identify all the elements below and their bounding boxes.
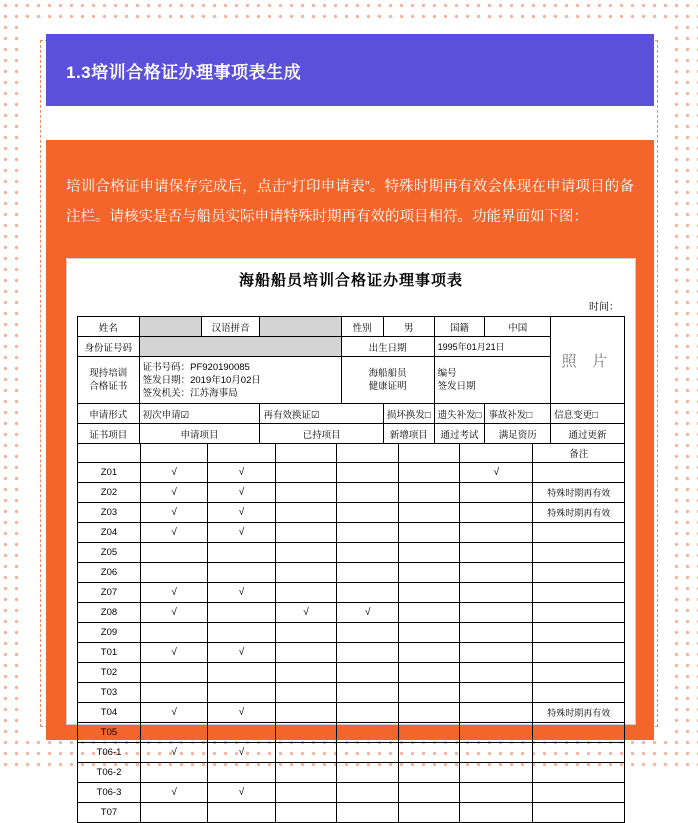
cell-apply: √: [140, 603, 207, 623]
cell-remark: 特殊时期再有效: [533, 703, 625, 723]
cell-remark: [533, 603, 625, 623]
cell-code: T06-1: [78, 743, 141, 763]
cell-new: [275, 683, 337, 703]
cell-remark: [533, 803, 625, 823]
table-row: [78, 503, 625, 523]
cell-renew: [460, 483, 533, 503]
cert-no-label: 证书号码：: [142, 361, 191, 373]
form-time-label: 时间：: [589, 302, 619, 313]
cell-held: √: [208, 643, 275, 663]
table-row: [78, 783, 625, 803]
cell-new: [275, 483, 337, 503]
cell-code: T04: [78, 703, 141, 723]
cell-held: [208, 723, 275, 743]
table-row: [78, 523, 625, 543]
cell-renew: [460, 683, 533, 703]
table-row: [78, 683, 625, 703]
cell-code: T07: [78, 803, 141, 823]
cell-code: T05: [78, 723, 141, 743]
subheader-exp: [399, 443, 460, 463]
label-gender: 性别: [341, 317, 383, 337]
cell-experience: [399, 663, 460, 683]
cell-apply: √: [140, 743, 207, 763]
value-birth-date: 1995年01月21日: [434, 337, 551, 357]
cell-new: √: [275, 603, 337, 623]
cell-experience: [399, 583, 460, 603]
cell-held: √: [208, 523, 275, 543]
cell-exam: [337, 543, 399, 563]
table-row: [78, 703, 625, 723]
cell-apply: [140, 663, 207, 683]
content-panel: [46, 140, 654, 818]
label-health-cert: 海船船员 健康证明: [341, 357, 434, 404]
cell-code: Z05: [78, 543, 141, 563]
cell-held: [208, 803, 275, 823]
label-apply-form: 申请形式: [78, 404, 140, 424]
cell-held: [208, 763, 275, 783]
cell-code: Z09: [78, 623, 141, 643]
cell-new: [275, 803, 337, 823]
cell-apply: √: [140, 783, 207, 803]
cell-code: T06-2: [78, 763, 141, 783]
header-remark: 备注: [533, 443, 625, 463]
form-screenshot: [66, 258, 636, 818]
cell-new: [275, 503, 337, 523]
cell-exam: [337, 623, 399, 643]
label-pinyin: 汉语拼音: [201, 317, 260, 337]
subheader-held: [208, 443, 275, 463]
cell-code: Z02: [78, 483, 141, 503]
cell-exam: √: [337, 603, 399, 623]
cell-renew: [460, 703, 533, 723]
cell-remark: [533, 463, 625, 483]
cell-experience: [399, 483, 460, 503]
cell-renew: [460, 543, 533, 563]
cell-renew: [460, 743, 533, 763]
cell-remark: [533, 683, 625, 703]
cell-renew: [460, 643, 533, 663]
header-cert-item: 证书项目: [78, 424, 140, 444]
apply-option-1[interactable]: 再有效换证☑: [260, 404, 383, 424]
value-name: [139, 317, 201, 337]
label-id-number: 身份证号码: [78, 337, 140, 357]
table-header-row: [78, 424, 625, 444]
table-row: [78, 643, 625, 663]
cell-code: T03: [78, 683, 141, 703]
cell-renew: [460, 523, 533, 543]
cell-new: [275, 523, 337, 543]
table-row: [78, 763, 625, 783]
issue-org-value: 江苏海事局: [190, 387, 238, 399]
cell-apply: √: [140, 483, 207, 503]
value-health-cert: [434, 357, 551, 404]
cell-code: T06-3: [78, 783, 141, 803]
cell-remark: [533, 743, 625, 763]
cell-apply: [140, 683, 207, 703]
cell-remark: [533, 663, 625, 683]
cell-code: Z04: [78, 523, 141, 543]
cell-renew: [460, 563, 533, 583]
subheader-apply: [140, 443, 207, 463]
certificate-form-table: [77, 316, 625, 444]
table-row: [78, 357, 625, 404]
cell-code: Z03: [78, 503, 141, 523]
label-nationality: 国籍: [434, 317, 485, 337]
cell-new: [275, 763, 337, 783]
cell-remark: [533, 543, 625, 563]
table-row: [78, 563, 625, 583]
cell-held: √: [208, 483, 275, 503]
table-row: [78, 483, 625, 503]
cell-exam: [337, 723, 399, 743]
apply-option-4[interactable]: 事故补发□: [485, 404, 551, 424]
cell-held: [208, 663, 275, 683]
subheader-code: [78, 443, 141, 463]
apply-option-0[interactable]: 初次申请☑: [139, 404, 260, 424]
health-no-label: 编号: [437, 368, 457, 379]
cell-held: [208, 623, 275, 643]
photo-placeholder: 照 片: [551, 317, 625, 404]
header-renew: 通过更新: [551, 424, 625, 444]
cell-code: Z08: [78, 603, 141, 623]
cell-exam: [337, 583, 399, 603]
cert-no-value: PF920190085: [190, 361, 250, 373]
cell-renew: [460, 783, 533, 803]
subheader-exam: [337, 443, 399, 463]
cell-experience: [399, 683, 460, 703]
cell-new: [275, 703, 337, 723]
cell-remark: [533, 763, 625, 783]
cell-held: [208, 543, 275, 563]
cell-renew: √: [460, 463, 533, 483]
cell-new: [275, 543, 337, 563]
subheader-new: [275, 443, 337, 463]
cell-exam: [337, 743, 399, 763]
cell-experience: [399, 643, 460, 663]
cell-renew: [460, 663, 533, 683]
cell-apply: [140, 723, 207, 743]
cell-held: √: [208, 703, 275, 723]
cell-new: [275, 783, 337, 803]
table-row: [78, 743, 625, 763]
page-title: 1.3培训合格证办理事项表生成: [66, 62, 302, 82]
cell-renew: [460, 503, 533, 523]
cell-experience: [399, 743, 460, 763]
cell-code: Z01: [78, 463, 141, 483]
cell-new: [275, 463, 337, 483]
cell-new: [275, 643, 337, 663]
cell-new: [275, 563, 337, 583]
cell-apply: [140, 763, 207, 783]
apply-option-5[interactable]: 信息变更□: [551, 404, 625, 424]
cell-experience: [399, 803, 460, 823]
cell-remark: 特殊时期再有效: [533, 503, 625, 523]
cell-apply: [140, 563, 207, 583]
cell-exam: [337, 683, 399, 703]
value-id-number: [139, 337, 341, 357]
cell-held: √: [208, 463, 275, 483]
cell-renew: [460, 623, 533, 643]
cell-exam: [337, 783, 399, 803]
cell-new: [275, 583, 337, 603]
table-row: [78, 337, 625, 357]
cell-held: √: [208, 583, 275, 603]
cell-apply: [140, 623, 207, 643]
cell-exam: [337, 523, 399, 543]
table-row: [78, 543, 625, 563]
cell-held: √: [208, 743, 275, 763]
table-row-apply-form: [78, 404, 625, 424]
cell-new: [275, 723, 337, 743]
intro-paragraph: 培训合格证申请保存完成后，点击“打印申请表”。特殊时期再有效会体现在申请项目的备注栏。请核实是否与船员实际申请特殊时期再有效的项目相符。功能界面如下图：: [66, 179, 634, 225]
cell-held: [208, 683, 275, 703]
cell-remark: [533, 723, 625, 743]
table-row: [78, 663, 625, 683]
issue-date-value: 2019年10月02日: [190, 374, 261, 386]
cell-remark: [533, 643, 625, 663]
table-subheader-row: [78, 443, 625, 463]
cell-apply: √: [140, 503, 207, 523]
cell-remark: [533, 563, 625, 583]
cell-remark: [533, 583, 625, 603]
header-exam: 通过考试: [434, 424, 485, 444]
cell-experience: [399, 783, 460, 803]
table-row: [78, 583, 625, 603]
cell-experience: [399, 563, 460, 583]
cell-experience: [399, 723, 460, 743]
health-issue-label: 签发日期: [437, 381, 476, 392]
cell-experience: [399, 763, 460, 783]
cell-apply: [140, 803, 207, 823]
value-current-cert: [139, 357, 341, 404]
cell-experience: [399, 503, 460, 523]
table-row: [78, 603, 625, 623]
cell-renew: [460, 583, 533, 603]
label-name: 姓名: [78, 317, 140, 337]
cell-exam: [337, 463, 399, 483]
cell-held: [208, 603, 275, 623]
cell-experience: [399, 703, 460, 723]
header-new-item: 新增项目: [383, 424, 434, 444]
table-row: [78, 803, 625, 823]
cell-renew: [460, 763, 533, 783]
cell-code: T01: [78, 643, 141, 663]
cell-apply: √: [140, 463, 207, 483]
cell-remark: [533, 523, 625, 543]
value-nationality: 中国: [485, 317, 551, 337]
cell-apply: √: [140, 583, 207, 603]
cell-exam: [337, 483, 399, 503]
cell-held: [208, 563, 275, 583]
table-row: [78, 463, 625, 483]
cell-held: √: [208, 503, 275, 523]
cell-renew: [460, 723, 533, 743]
apply-option-2[interactable]: 损坏换发□: [383, 404, 434, 424]
issue-org-label: 签发机关：: [142, 387, 191, 399]
cell-exam: [337, 803, 399, 823]
cell-experience: [399, 623, 460, 643]
cell-experience: [399, 523, 460, 543]
cell-new: [275, 663, 337, 683]
value-pinyin: [260, 317, 341, 337]
label-current-cert: 现持培训 合格证书: [78, 357, 140, 404]
cell-remark: 特殊时期再有效: [533, 483, 625, 503]
header-held-item: 已持项目: [260, 424, 383, 444]
certificate-items-table: [77, 443, 625, 823]
table-row: [78, 317, 625, 337]
cell-apply: √: [140, 523, 207, 543]
value-gender: 男: [383, 317, 434, 337]
subheader-renew: [460, 443, 533, 463]
label-birth-date: 出生日期: [341, 337, 434, 357]
cell-held: √: [208, 783, 275, 803]
cell-code: T02: [78, 663, 141, 683]
cell-new: [275, 623, 337, 643]
cell-exam: [337, 663, 399, 683]
cell-experience: [399, 543, 460, 563]
cell-exam: [337, 643, 399, 663]
cell-experience: [399, 603, 460, 623]
apply-option-3[interactable]: 遗失补发□: [434, 404, 485, 424]
cell-renew: [460, 803, 533, 823]
issue-date-label: 签发日期：: [142, 374, 191, 386]
section-header: [46, 34, 654, 106]
cell-exam: [337, 703, 399, 723]
cell-experience: [399, 463, 460, 483]
cell-remark: [533, 783, 625, 803]
cell-code: Z07: [78, 583, 141, 603]
cell-apply: √: [140, 703, 207, 723]
cell-renew: [460, 603, 533, 623]
cell-apply: [140, 543, 207, 563]
cell-new: [275, 743, 337, 763]
header-experience: 满足资历: [485, 424, 551, 444]
cell-remark: [533, 623, 625, 643]
cell-exam: [337, 763, 399, 783]
header-apply-item: 申请项目: [139, 424, 260, 444]
form-title: 海船船员培训合格证办理事项表: [238, 273, 463, 289]
table-row: [78, 623, 625, 643]
cell-exam: [337, 563, 399, 583]
table-row: [78, 723, 625, 743]
cell-exam: [337, 503, 399, 523]
cell-code: Z06: [78, 563, 141, 583]
cell-apply: √: [140, 643, 207, 663]
